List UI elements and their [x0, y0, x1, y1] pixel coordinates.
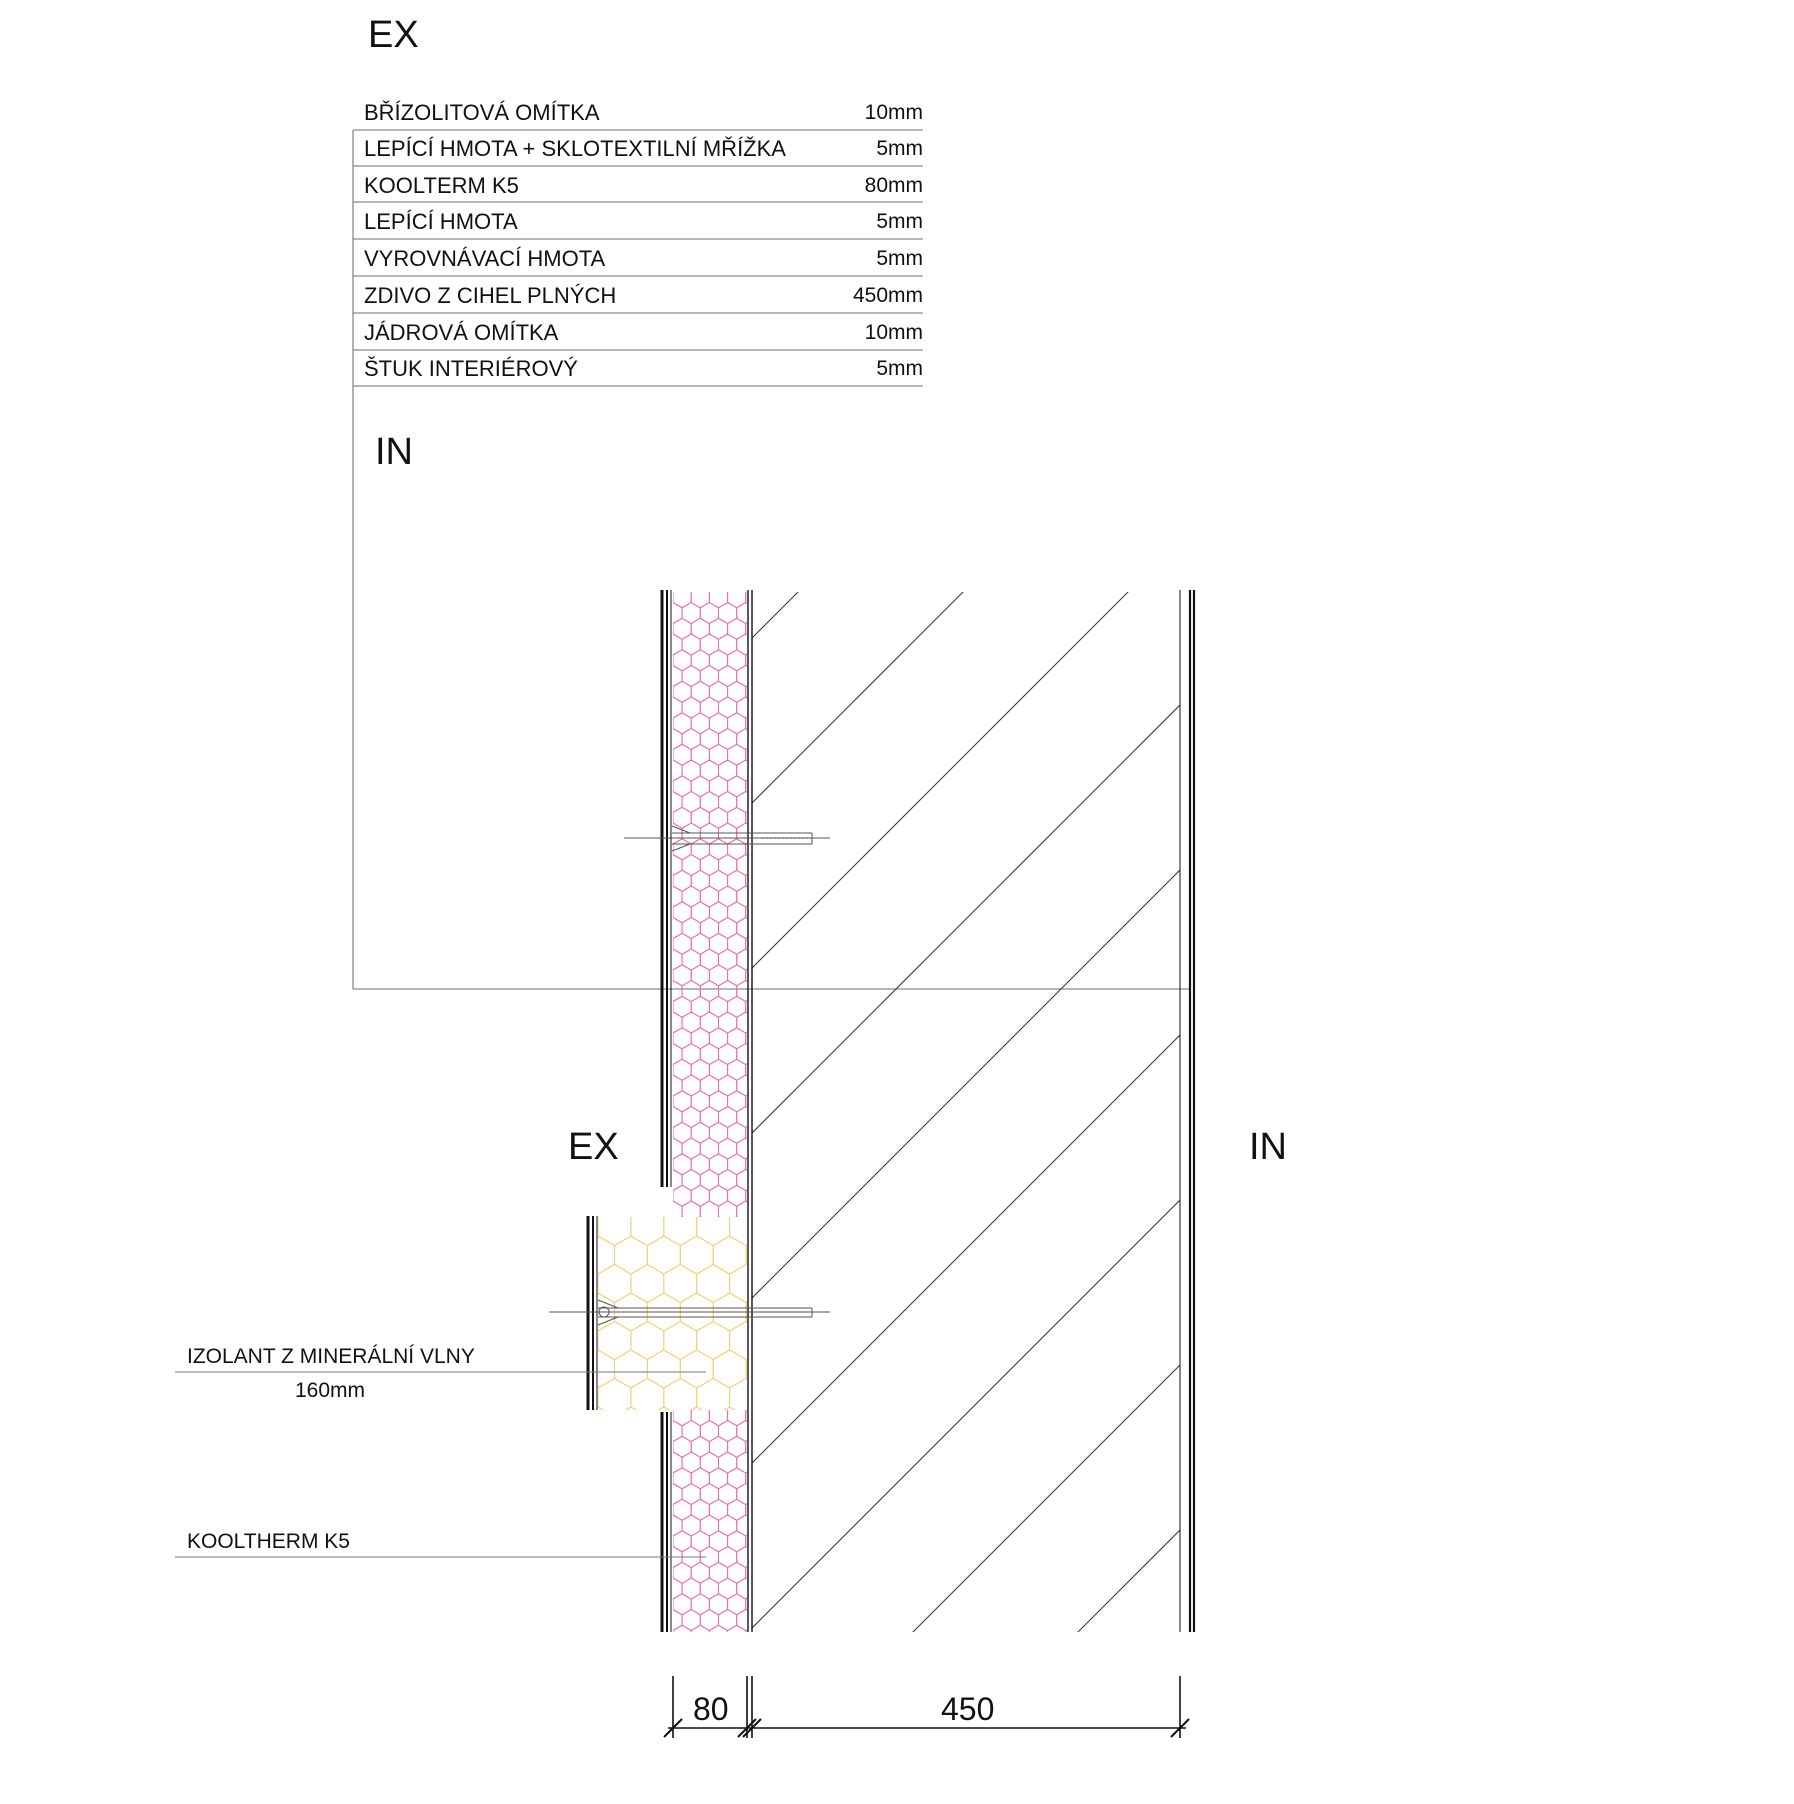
table-interior-label: IN [375, 431, 413, 473]
insulation-anchor-upper [624, 826, 830, 851]
layer-name: LEPÍCÍ HMOTA + SKLOTEXTILNÍ MŘÍŽKA [364, 136, 786, 161]
dimension-insulation: 80 [693, 1691, 729, 1727]
layer-name: LEPÍCÍ HMOTA [364, 209, 518, 234]
layer-thickness: 5mm [876, 357, 923, 380]
dimension-line [664, 1676, 1189, 1738]
kooltherm-insulation [646, 571, 773, 1646]
masonry-hatch [740, 0, 1200, 1804]
layer-thickness: 5mm [876, 247, 923, 270]
layer-thickness: 5mm [876, 137, 923, 160]
layer-name: BŘÍZOLITOVÁ OMÍTKA [364, 100, 600, 125]
mineral-wool-callout-title: IZOLANT Z MINERÁLNÍ VLNY [187, 1345, 475, 1368]
layer-thickness: 10mm [864, 321, 923, 344]
exterior-render-upper [662, 590, 671, 1187]
layer-thickness: 80mm [864, 174, 923, 197]
layer-thickness: 10mm [864, 101, 923, 124]
interior-plaster [1180, 590, 1194, 1632]
section-interior-label: IN [1249, 1126, 1287, 1168]
adhesive-levelling-layer [748, 590, 752, 1632]
section-exterior-label: EX [568, 1126, 619, 1168]
layer-thickness: 450mm [852, 284, 923, 307]
dimension-masonry: 450 [941, 1691, 995, 1727]
layer-name: KOOLTERM K5 [364, 173, 519, 198]
insulation-anchor-lower [549, 1300, 830, 1325]
kooltherm-callout: KOOLTHERM K5 [187, 1530, 350, 1553]
exterior-render-lower [662, 1412, 671, 1632]
layer-name: JÁDROVÁ OMÍTKA [364, 320, 559, 345]
layer-name: ZDIVO Z CIHEL PLNÝCH [364, 283, 617, 308]
layer-name: VYROVNÁVACÍ HMOTA [364, 246, 606, 271]
layer-name: ŠTUK INTERIÉROVÝ [364, 356, 578, 381]
exterior-render-mineral-wool [588, 1216, 597, 1410]
mineral-wool-callout-thickness: 160mm [295, 1379, 366, 1402]
layer-thickness: 5mm [876, 210, 923, 233]
table-exterior-label: EX [368, 14, 419, 56]
